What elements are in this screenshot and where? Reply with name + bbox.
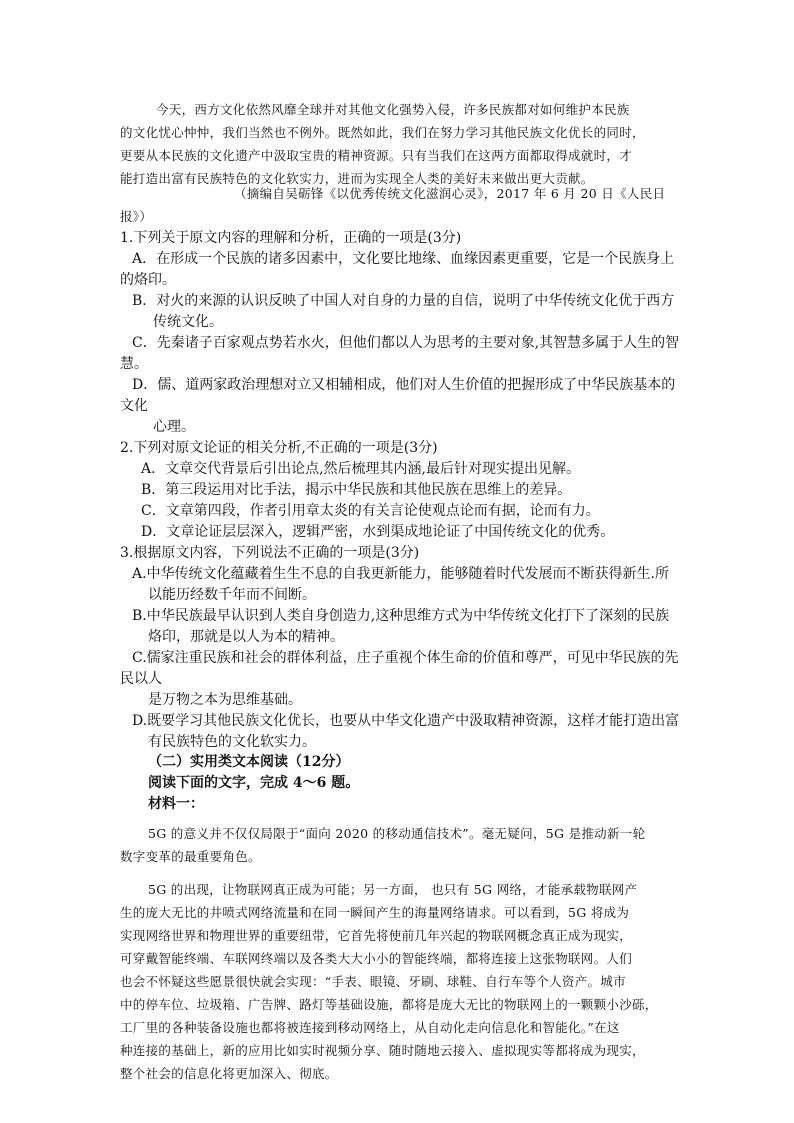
question-3-option-a: A.中华传统文化蕴藏着生生不息的自我更新能力，能够随着时代发展而不断获得新生.所 [132, 566, 670, 582]
source-citation-line-2: 报》） [120, 209, 153, 224]
material-1-line-7: 也会不怀疑这些愿景很快就会实现：“手表、眼镜、牙刷、球鞋、自行车等个人资产。城市 [120, 974, 626, 989]
passage-line-2: 的文化忧心忡忡，我们当然也不例外。既然如此，我们在努力学习其他民族文化优长的同时， [120, 125, 645, 140]
question-3-stem: 3.根据原文内容，下列说法不正确的一项是(3分) [120, 545, 420, 561]
question-3-option-c: C.儒家注重民族和社会的群体利益，庄子重视个体生命的价值和尊严，可见中华民族的先 [132, 650, 679, 666]
question-1-option-d: D．儒、道两家政治理想对立又相辅相成，他们对人生价值的把握形成了中华民族基本的 [132, 377, 676, 393]
material-1-line-1: 5G 的意义并不仅仅局限于“面向 2020 的移动通信技术”。毫无疑问，5G 是推动新一轮 [148, 826, 646, 841]
question-3-option-a-cont: 以能历经数千年而不间断。 [148, 587, 316, 603]
material-1-line-6: 可穿戴智能终端、车联网终端以及各类大大小小的智能终端，都将连接上这张物联网。人们 [120, 951, 633, 966]
source-citation-line-1: （摘编自吴砺锋《以优秀传统文化滋润心灵》，2017 年 6 月 20 日《人民日 [234, 186, 666, 201]
passage-line-3: 更要从本民族的文化遗产中汲取宝贵的精神资源。只有当我们在这两方面都取得成就时，才 [120, 148, 633, 163]
material-1-line-9: 工厂里的各种装备设施也都将被连接到移动网络上，从自动化走向信息化和智能化。”在这 [120, 1020, 620, 1035]
question-3-option-d-cont: 有民族特色的文化软实力。 [148, 734, 316, 750]
question-1-option-b: B．对火的来源的认识反映了中国人对自身的力量的自信，说明了中华传统文化优于西方 [132, 293, 675, 309]
material-1-line-2: 数字变革的最重要角色。 [120, 849, 261, 864]
question-1-option-d-cont2: 心理。 [153, 419, 195, 435]
material-1-line-4: 生的庞大无比的井喷式网络流量和在同一瞬间产生的海量网络请求。可以看到，5G 将成为 [120, 905, 630, 920]
question-2-option-b: B．第三段运用对比手法，揭示中华民族和其他民族在思维上的差异。 [141, 482, 572, 498]
material-1-line-8: 中的停车位、垃圾箱、广告牌、路灯等基础设施，都将是庞大无比的物联网上的一颗颗小沙砾， [120, 997, 658, 1012]
material-1-line-5: 实现网络世界和物理世界的重要纽带，它首先将使前几年兴起的物联网概念真正成为现实， [120, 928, 633, 943]
question-3-option-b: B.中华民族最早认识到人类自身创造力,这种思维方式为中华传统文化打下了深刻的民族 [132, 608, 670, 624]
question-3-option-d: D.既要学习其他民族文化优长，也要从中华文化遗产中汲取精神资源，这样才能打造出富 [132, 713, 680, 729]
question-2-option-c: C．文章第四段，作者引用章太炎的有关言论使观点论而有据，论而有力。 [141, 503, 600, 519]
question-3-option-c-cont: 民以人 [120, 671, 162, 687]
passage-line-4: 能打造出富有民族特色的文化软实力，进而为实现全人类的美好未来做出更大贡献。 [120, 171, 594, 186]
question-2-option-d: D．文章论证层层深入，逻辑严密，水到渠成地论证了中国传统文化的优秀。 [141, 524, 615, 540]
question-1-option-b-cont: 传统文化。 [153, 314, 223, 330]
question-2-stem: 2.下列对原文论证的相关分析,不正确的一项是(3分) [120, 440, 438, 456]
question-1-option-a: A．在形成一个民族的诸多因素中，文化要比地缘、血缘因素更重要，它是一个民族身上 [132, 251, 675, 267]
question-3-option-c-cont2: 是万物之本为思维基础。 [148, 692, 302, 708]
question-1-stem: 1.下列关于原文内容的理解和分析，正确的一项是(3分) [120, 230, 462, 246]
section-heading: （二）实用类文本阅读（12分） [148, 754, 350, 770]
question-3-option-b-cont: 烙印，那就是以人为本的精神。 [148, 629, 344, 645]
question-1-option-c-cont: 慧。 [120, 356, 148, 372]
material-1-line-10: 种连接的基础上，新的应用比如实时视频分享、随时随地云接入、虚拟现实等都将成为现实， [120, 1043, 645, 1058]
question-1-option-c: C．先秦诸子百家观点势若水火，但他们都以人为思考的主要对象,其智慧多属于人生的智 [132, 335, 680, 351]
material-label: 材料一： [148, 796, 204, 812]
question-1-option-d-cont: 文化 [120, 398, 148, 414]
material-1-line-3: 5G 的出现，让物联网真正成为可能；另一方面， 也只有 5G 网络，才能承载物联网产 [148, 882, 638, 897]
question-1-option-a-cont: 的烙印。 [120, 272, 176, 288]
material-1-line-11: 整个社会的信息化将更加深入、彻底。 [120, 1066, 338, 1081]
question-2-option-a: A．文章交代背景后引出论点,然后梳理其内涵,最后针对现实提出见解。 [141, 461, 581, 477]
section-instruction: 阅读下面的文字，完成 4～6 题。 [148, 775, 360, 791]
passage-line-1: 今天，西方文化依然风靡全球并对其他文化强势入侵，许多民族都对如何维护本民族 [156, 102, 630, 117]
